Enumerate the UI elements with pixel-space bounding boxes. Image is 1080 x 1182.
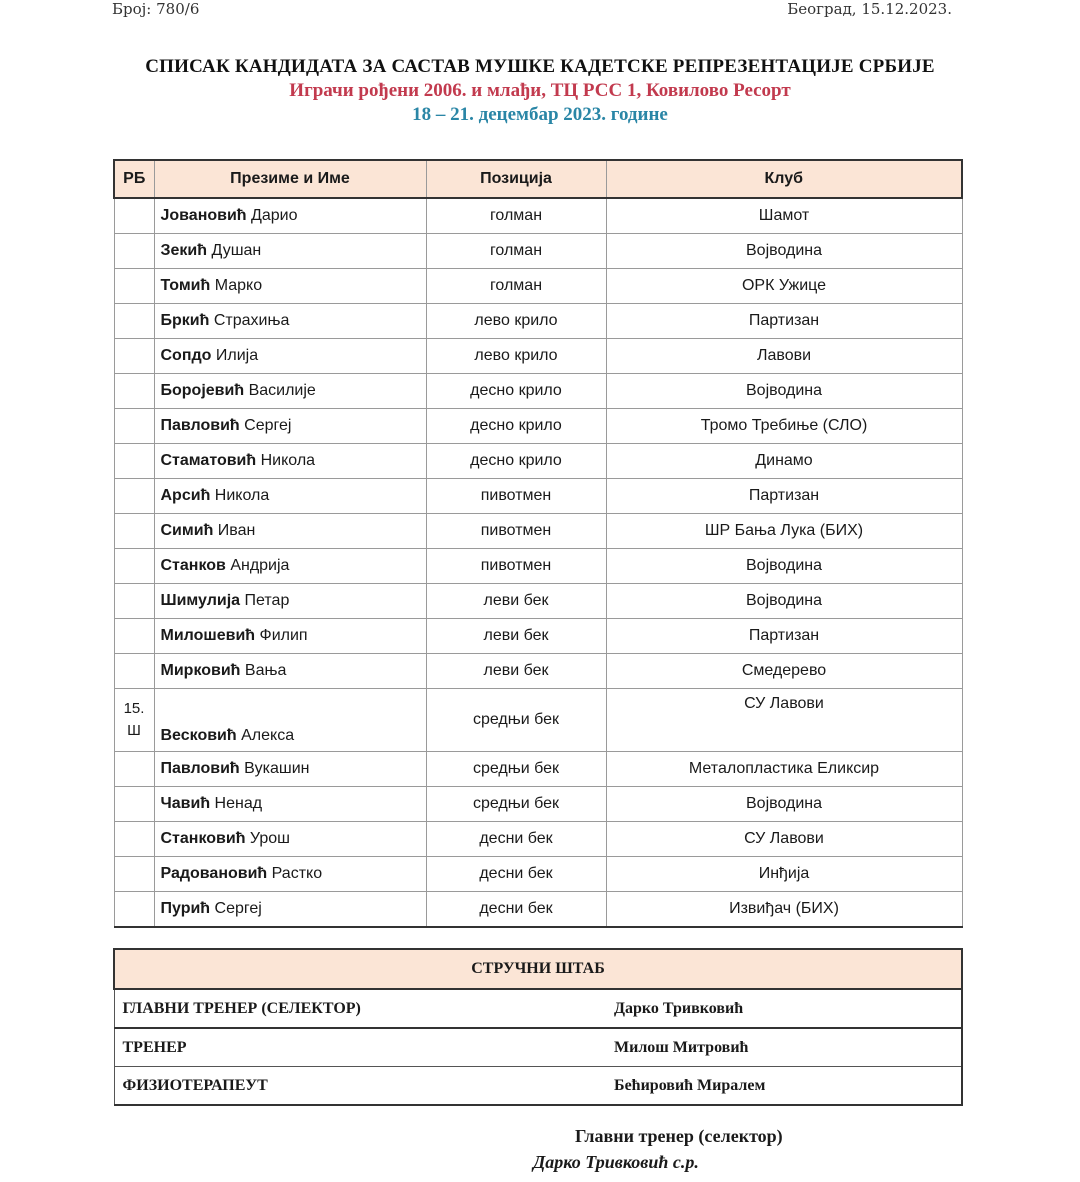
player-position: десно крило [426,444,606,479]
player-name [154,339,426,374]
player-surname: Зекић [160,242,208,259]
player-firstname: Филип [259,627,308,644]
column-header-rb: РБ [114,160,154,198]
player-firstname: Урош [249,830,290,847]
row-number [114,374,154,409]
table-row [114,619,962,654]
row-number [114,198,154,234]
column-header-position: Позиција [426,160,606,198]
signature-title: Главни тренер (селектор) [575,1126,783,1146]
player-name [154,787,426,822]
row-number [114,514,154,549]
table-row [114,822,962,857]
player-club: ОРК Ужице [606,269,962,304]
player-firstname: Сергеј [244,417,292,434]
player-name [154,654,426,689]
place-and-date: Београд, 15.12.2023. [787,0,952,18]
player-position: средњи бек [426,752,606,787]
player-firstname: Андрија [230,557,290,574]
player-surname: Симић [160,522,214,539]
player-firstname: Страхиња [213,312,290,329]
player-firstname: Василије [248,382,316,399]
row-number [114,269,154,304]
row-number [114,584,154,619]
table-row [114,892,962,928]
player-name [154,822,426,857]
player-firstname: Душан [211,242,262,259]
staff-role: ГЛАВНИ ТРЕНЕР (СЕЛЕКТОР) [114,989,606,1028]
player-position: средњи бек [426,787,606,822]
player-firstname: Растко [271,865,323,882]
player-club: Тромо Требиње (СЛО) [606,409,962,444]
player-position: леви бек [426,619,606,654]
document-title: СПИСАК КАНДИДАТА ЗА САСТАВ МУШКЕ КАДЕТСКЕ РЕПРЕЗЕНТАЦИЈЕ СРБИЈЕ [145,56,935,77]
table-row [114,234,962,269]
player-position: десно крило [426,409,606,444]
table-row [114,584,962,619]
roster-header-row [114,160,962,198]
row-number [114,822,154,857]
player-surname: Томић [160,277,211,294]
player-surname: Станковић [160,830,246,847]
player-surname: Арсић [160,487,211,504]
player-firstname: Дарио [251,207,298,224]
player-club: СУ Лавови [606,689,962,752]
player-club: ШР Бања Лука (БИХ) [606,514,962,549]
staff-heading: СТРУЧНИ ШТАБ [114,949,962,989]
row-number [114,689,154,752]
staff-table [113,948,963,1106]
player-surname: Шимулија [160,592,241,609]
table-row [114,752,962,787]
player-surname: Јовановић [160,207,247,224]
player-name [154,857,426,892]
staff-row [114,1028,962,1067]
row-number [114,444,154,479]
player-firstname: Илија [215,347,259,364]
player-firstname: Сергеј [214,900,262,917]
player-position: голман [426,198,606,234]
player-position: десни бек [426,857,606,892]
player-name [154,269,426,304]
player-surname: Чавић [160,795,211,812]
table-row [114,444,962,479]
staff-role: ФИЗИОТЕРАПЕУТ [114,1067,606,1106]
player-position: пивотмен [426,514,606,549]
player-position: голман [426,269,606,304]
player-surname: Павловић [160,760,240,777]
table-row [114,304,962,339]
player-position: голман [426,234,606,269]
row-number [114,892,154,928]
staff-row [114,989,962,1028]
player-surname: Мирковић [160,662,241,679]
player-club: Војводина [606,787,962,822]
player-club: Смедерево [606,654,962,689]
row-number [114,304,154,339]
roster-table [113,159,963,928]
player-firstname: Вукашин [244,760,310,777]
player-club: Шамот [606,198,962,234]
table-row [114,689,962,752]
player-name [154,198,426,234]
row-number [114,857,154,892]
player-club: Динамо [606,444,962,479]
player-firstname: Никола [214,487,270,504]
document-subtitle: Играчи рођени 2006. и млађи, ТЦ РСС 1, Ковилово Ресорт [289,80,791,101]
player-position: пивотмен [426,549,606,584]
table-row [114,269,962,304]
player-club: Металопластика Еликсир [606,752,962,787]
table-row [114,198,962,234]
player-firstname: Марко [214,277,263,294]
row-number [114,654,154,689]
player-firstname: Вања [244,662,287,679]
player-position: десни бек [426,892,606,928]
player-name [154,409,426,444]
player-name [154,752,426,787]
document-number: Број: 780/6 [112,0,200,18]
column-header-club: Клуб [606,160,962,198]
player-surname: Бркић [160,312,210,329]
player-name [154,444,426,479]
row-number [114,339,154,374]
player-firstname: Иван [217,522,256,539]
player-position: десно крило [426,374,606,409]
player-name [154,619,426,654]
player-position: десни бек [426,822,606,857]
player-club: Војводина [606,584,962,619]
player-surname: Павловић [160,417,240,434]
roster-body [114,198,962,927]
player-club: Партизан [606,304,962,339]
player-name [154,304,426,339]
table-row [114,514,962,549]
player-club: Извиђач (БИХ) [606,892,962,928]
staff-person: Бећировић Миралем [606,1067,962,1106]
staff-person: Дарко Тривковић [606,989,962,1028]
staff-role: ТРЕНЕР [114,1028,606,1067]
player-surname: Весковић [160,727,237,744]
player-position: пивотмен [426,479,606,514]
player-name [154,514,426,549]
player-name [154,234,426,269]
table-row [114,374,962,409]
staff-row [114,1067,962,1106]
player-surname: Стаматовић [160,452,257,469]
row-number [114,787,154,822]
player-name [154,479,426,514]
player-club: Војводина [606,374,962,409]
table-row [114,409,962,444]
row-number-text: 15. Ш [123,700,145,739]
table-row [114,654,962,689]
table-row [114,857,962,892]
row-number [114,752,154,787]
player-surname: Станков [160,557,226,574]
table-row [114,339,962,374]
row-number [114,479,154,514]
player-firstname: Алекса [241,727,295,744]
player-club: Партизан [606,479,962,514]
player-surname: Милошевић [160,627,256,644]
row-number [114,409,154,444]
document-dates: 18 – 21. децембар 2023. године [412,104,668,125]
row-number [114,234,154,269]
player-surname: Пурић [160,900,211,917]
table-row [114,787,962,822]
player-club: Лавови [606,339,962,374]
player-surname: Сопдо [160,347,212,364]
player-club: Војводина [606,234,962,269]
player-position: лево крило [426,339,606,374]
player-name [154,374,426,409]
staff-body [114,989,962,1105]
table-row [114,479,962,514]
player-name [154,584,426,619]
player-name [154,892,426,928]
player-position: средњи бек [426,689,606,752]
player-club: СУ Лавови [606,822,962,857]
title-block [0,56,1080,126]
player-club: Партизан [606,619,962,654]
staff-person: Милош Митровић [606,1028,962,1067]
player-position: лево крило [426,304,606,339]
player-name [154,689,426,752]
player-name [154,549,426,584]
player-surname: Радовановић [160,865,268,882]
column-header-name: Презиме и Име [154,160,426,198]
player-firstname: Петар [244,592,290,609]
player-club: Војводина [606,549,962,584]
player-firstname: Никола [260,452,316,469]
signature-name: Дарко Тривковић с.р. [533,1152,699,1172]
player-position: леви бек [426,584,606,619]
row-number [114,619,154,654]
row-number [114,549,154,584]
player-position: леви бек [426,654,606,689]
table-row [114,549,962,584]
player-firstname: Ненад [214,795,263,812]
player-club: Инђија [606,857,962,892]
player-surname: Боројевић [160,382,245,399]
